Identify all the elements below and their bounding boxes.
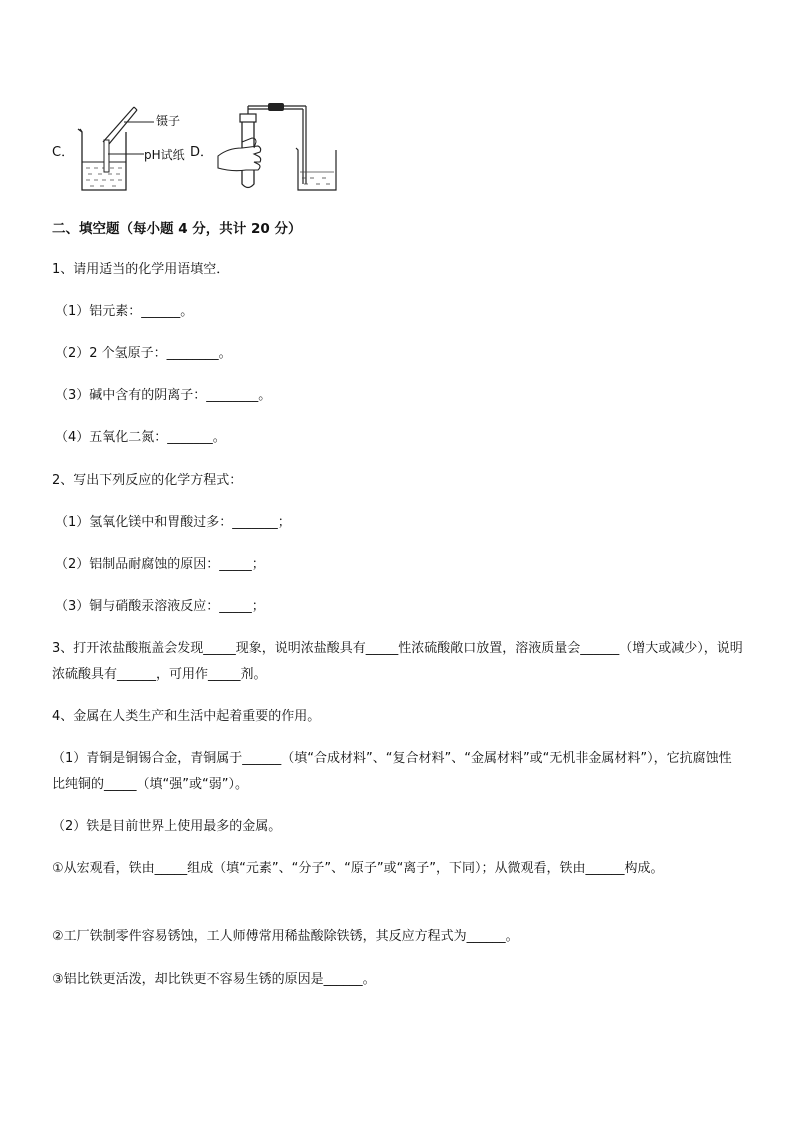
q1-item: （1）铝元素：______。: [55, 304, 194, 319]
option-c-label: C．: [52, 145, 75, 160]
q1-stem: 1、请用适当的化学用语填空．: [52, 262, 230, 277]
q4-sub3: ③铝比铁更活泼，却比铁更不容易生锈的原因是______。: [52, 972, 376, 987]
q4-stem: 4、金属在人类生产和生活中起着重要的作用。: [52, 709, 321, 724]
q1-item: （2）2 个氢原子：________。: [55, 346, 232, 361]
q4-part2: （2）铁是目前世界上使用最多的金属。: [52, 819, 282, 834]
ph-paper-label: pH试纸: [144, 148, 185, 162]
q1-item: （4）五氧化二氮：_______。: [55, 430, 226, 445]
q2-stem: 2、写出下列反应的化学方程式：: [52, 473, 243, 488]
q2-item: （3）铜与硝酸汞溶液反应：_____；: [55, 599, 265, 614]
section-title: 二、填空题（每小题 4 分，共计 20 分）: [52, 221, 302, 237]
q4-part1: （1）青铜是铜锡合金，青铜属于______（填“合成材料”、“复合材料”、“金属材料”或“无机非金属材料”），它抗腐蚀性比纯铜的_____（填“强”或“弱”）。: [52, 751, 732, 792]
q2-item: （2）铝制品耐腐蚀的原因：_____；: [55, 557, 265, 572]
q4-sub1: ①从宏观看，铁由_____组成（填“元素”、“分子”、“原子”或“离子”，下同）；从微观看，铁由______构成。: [52, 861, 664, 876]
q3-text: 3、打开浓盐酸瓶盖会发现_____现象，说明浓盐酸具有_____性浓硫酸敞口放置，溶液质量会______（增大或减少），说明浓硫酸具有______，可用作_____剂。: [52, 641, 743, 682]
q4-sub2: ②工厂铁制零件容易锈蚀，工人师傅常用稀盐酸除铁锈，其反应方程式为______。: [52, 929, 519, 944]
option-d-label: D．: [190, 145, 214, 160]
q2-item: （1）氢氧化镁中和胃酸过多：_______；: [55, 515, 291, 530]
test-tube-hand-figure: [212, 98, 342, 196]
tweezers-label: 镊子: [156, 114, 181, 128]
q1-item: （3）碱中含有的阴离子：________。: [55, 388, 272, 403]
